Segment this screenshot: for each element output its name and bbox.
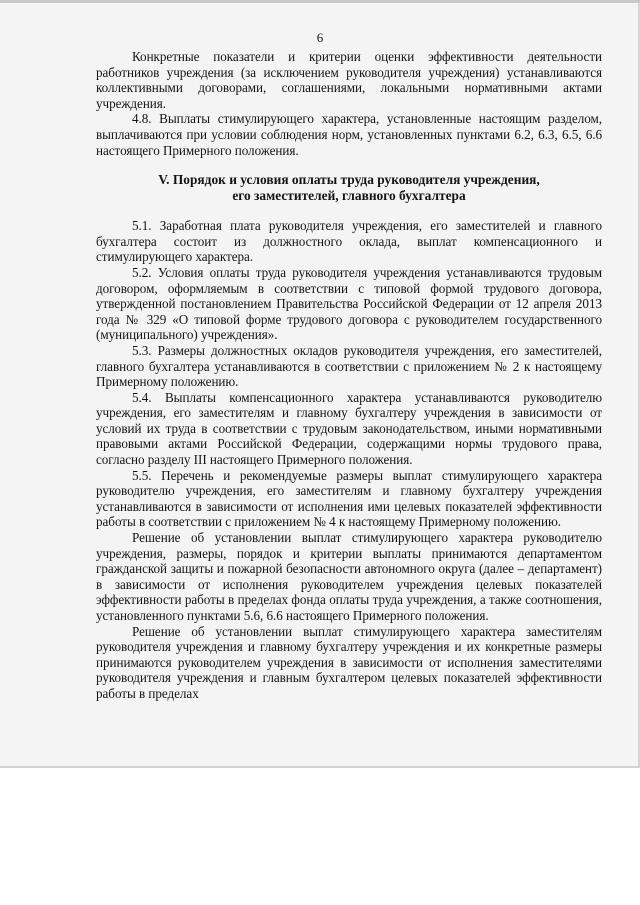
section-heading-line-1: V. Порядок и условия оплаты труда руководителя учреждения, <box>158 172 540 188</box>
paragraph: Решение об установлении выплат стимулирующего характера заместителям руководителя учреждения и главному бухгалтеру учреждения и их конкретные размеры принимаются руководителем учреждения в зависимости от исполнения заместителями руководителя учреждения и главным бухгалтером целевых показателей эффективности работы в пределах <box>96 623 602 701</box>
paragraph: 5.5. Перечень и рекомендуемые размеры выплат стимулирующего характера руководителю учреждения, его заместителям и главному бухгалтеру учреждения устанавливаются в зависимости от исполнения ими целевых показателей эффективности работы в соответствии с приложением № 4 к настоящему Примерному положению. <box>96 467 602 530</box>
paragraph: Решение об установлении выплат стимулирующего характера руководителю учреждения, размеры, порядок и критерии выплаты принимаются департаментом гражданской защиты и пожарной безопасности автономного округа (далее – департамент) в зависимости от исполнения руководителем учреждения целевых показателей эффективности работы в пределах фонда оплаты труда учреждения, а также соотношения, установленного пунктами 5.6, 6.6 настоящего Примерного положения. <box>96 530 602 623</box>
paragraph: 5.2. Условия оплаты труда руководителя учреждения устанавливаются трудовым договором, оформляемым в соответствии с типовой формой трудового договора, утвержденной постановлением Правительства Российской Федерации от 12 апреля 2013 года № 329 «О типовой форме трудового договора с руководителем государственного (муниципального) учреждения». <box>96 264 602 343</box>
section-heading-line-2: его заместителей, главного бухгалтера <box>232 188 466 204</box>
paragraph: Конкретные показатели и критерии оценки эффективности деятельности работников учреждения (за исключением руководителя учреждения) устанавливаются коллективными договорами, соглашениями, локальными нормативными актами учреждения. <box>96 49 602 111</box>
paragraph: 5.1. Заработная плата руководителя учреждения, его заместителей и главного бухгалтера состоит из должностного оклада, выплат компенсационного и стимулирующего характера. <box>96 218 602 265</box>
page-number: 6 <box>316 30 324 45</box>
paragraph: 5.4. Выплаты компенсационного характера устанавливаются руководителю учреждения, его заместителям и главному бухгалтеру учреждения в зависимости от условий их труда в соответствии с трудовым законодательством, иными нормативными правовыми актами Российской Федерации, содержащими нормы трудового права, согласно разделу III настоящего Примерного положения. <box>96 389 602 468</box>
scan-bottom-edge <box>0 766 640 768</box>
paragraph: 5.3. Размеры должностных окладов руководителя учреждения, его заместителей, главного бухгалтера устанавливаются в соответствии с приложением № 2 к настоящему Примерному положению. <box>96 342 602 390</box>
paragraph: 4.8. Выплаты стимулирующего характера, установленные настоящим разделом, выплачиваются при условии соблюдения норм, установленных пунктами 6.2, 6.3, 6.5, 6.6 настоящего Примерного положения. <box>96 111 602 158</box>
scan-top-edge <box>0 0 640 3</box>
section-heading <box>96 172 602 204</box>
document-body <box>96 49 602 702</box>
